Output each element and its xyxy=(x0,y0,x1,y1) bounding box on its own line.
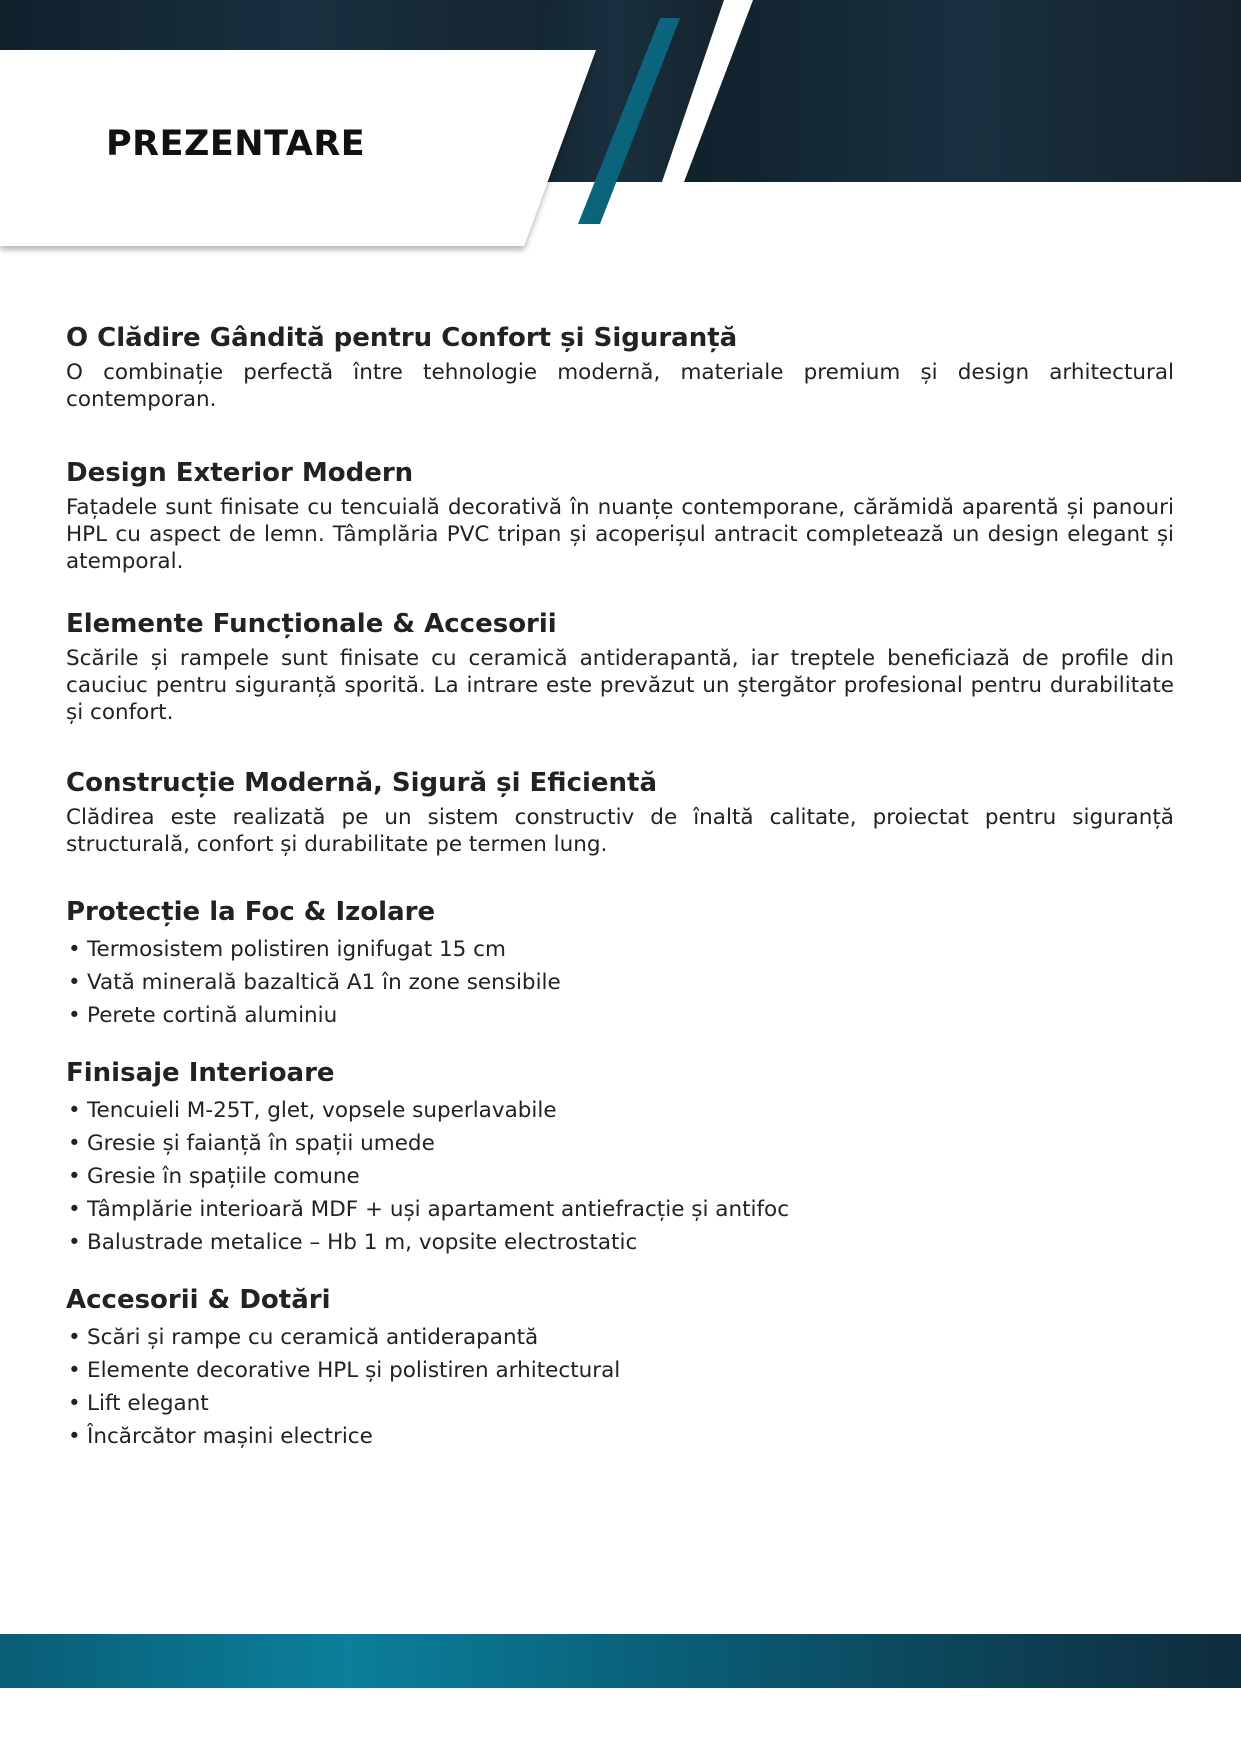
list-item xyxy=(66,1193,1174,1226)
bullet-list xyxy=(66,933,1174,1032)
bullet-list xyxy=(66,1094,1174,1259)
section-paragraph: O combinație perfectă între tehnologie modernă, materiale premium și design arhitectural contemporan. xyxy=(66,360,1174,412)
section-constructie xyxy=(66,765,1174,858)
section-heading: Protecție la Foc & Izolare xyxy=(66,897,436,927)
list-item xyxy=(66,1354,1174,1387)
footer-band xyxy=(0,1634,1241,1688)
list-item-text: Tencuieli M-25T, glet, vopsele superlavabile xyxy=(87,1098,557,1123)
section-paragraph: Clădirea este realizată pe un sistem constructiv de înaltă calitate, proiectat pentru siguranță structurală, confort și durabilitate pe termen lung. xyxy=(66,805,1174,857)
list-item xyxy=(66,1094,1174,1127)
section-heading: Finisaje Interioare xyxy=(66,1058,335,1088)
section-protectie-foc xyxy=(66,894,1174,1032)
list-item-text: Vată minerală bazaltică A1 în zone sensibile xyxy=(87,970,561,995)
list-item-text: Gresie în spațiile comune xyxy=(87,1164,360,1189)
header-dark-band-left xyxy=(0,0,600,50)
list-item xyxy=(66,933,1174,966)
content-area xyxy=(66,320,1174,1453)
bullet-icon: • xyxy=(68,1164,81,1189)
list-item xyxy=(66,1226,1174,1259)
bullet-icon: • xyxy=(68,1325,81,1350)
list-item xyxy=(66,966,1174,999)
section-finisaje-interioare xyxy=(66,1055,1174,1259)
section-heading: Design Exterior Modern xyxy=(66,458,414,488)
bullet-icon: • xyxy=(68,970,81,995)
list-item-text: Termosistem polistiren ignifugat 15 cm xyxy=(87,937,506,962)
section-accesorii-dotari xyxy=(66,1282,1174,1453)
page-title: PREZENTARE xyxy=(106,124,366,164)
bullet-icon: • xyxy=(68,1391,81,1416)
list-item-text: Gresie și faianță în spații umede xyxy=(87,1131,435,1156)
bullet-icon: • xyxy=(68,1003,81,1028)
list-item-text: Tâmplărie interioară MDF + uși apartament antiefracție și antifoc xyxy=(87,1197,790,1222)
section-elemente-functionale xyxy=(66,606,1174,726)
bullet-icon: • xyxy=(68,1230,81,1255)
section-heading: O Clădire Gândită pentru Confort și Siguranță xyxy=(66,323,738,353)
bullet-icon: • xyxy=(68,1197,81,1222)
list-item-text: Balustrade metalice – Hb 1 m, vopsite electrostatic xyxy=(87,1230,638,1255)
bullet-list xyxy=(66,1321,1174,1453)
bullet-icon: • xyxy=(68,1131,81,1156)
bullet-icon: • xyxy=(68,937,81,962)
list-item xyxy=(66,1160,1174,1193)
list-item-text: Elemente decorative HPL și polistiren arhitectural xyxy=(87,1358,621,1383)
section-paragraph: Fațadele sunt finisate cu tencuială decorativă în nuanțe contemporane, cărămidă aparentă și panouri HPL cu aspect de lemn. Tâmplăria PVC tripan și acoperișul antracit completează un design elegant și atemporal. xyxy=(66,495,1174,574)
list-item-text: Lift elegant xyxy=(87,1391,209,1416)
list-item xyxy=(66,1127,1174,1160)
section-design-exterior xyxy=(66,455,1174,575)
bullet-icon: • xyxy=(68,1424,81,1449)
list-item xyxy=(66,1387,1174,1420)
list-item xyxy=(66,999,1174,1032)
list-item-text: Scări și rampe cu ceramică antiderapantă xyxy=(87,1325,539,1350)
list-item xyxy=(66,1420,1174,1453)
section-heading: Elemente Funcționale & Accesorii xyxy=(66,609,557,639)
section-paragraph: Scările și rampele sunt finisate cu ceramică antiderapantă, iar treptele beneficiază de profile din cauciuc pentru siguranță sporită. La intrare este prevăzut un ștergător profesional pentru durabilitate și confort. xyxy=(66,646,1174,725)
header-dark-band-right xyxy=(684,0,1241,182)
list-item-text: Încărcător mașini electrice xyxy=(87,1424,373,1449)
bullet-icon: • xyxy=(68,1358,81,1383)
list-item-text: Perete cortină aluminiu xyxy=(87,1003,338,1028)
section-intro xyxy=(66,320,1174,413)
section-heading: Construcție Modernă, Sigură și Eficientă xyxy=(66,768,658,798)
list-item xyxy=(66,1321,1174,1354)
bullet-icon: • xyxy=(68,1098,81,1123)
section-heading: Accesorii & Dotări xyxy=(66,1285,331,1315)
